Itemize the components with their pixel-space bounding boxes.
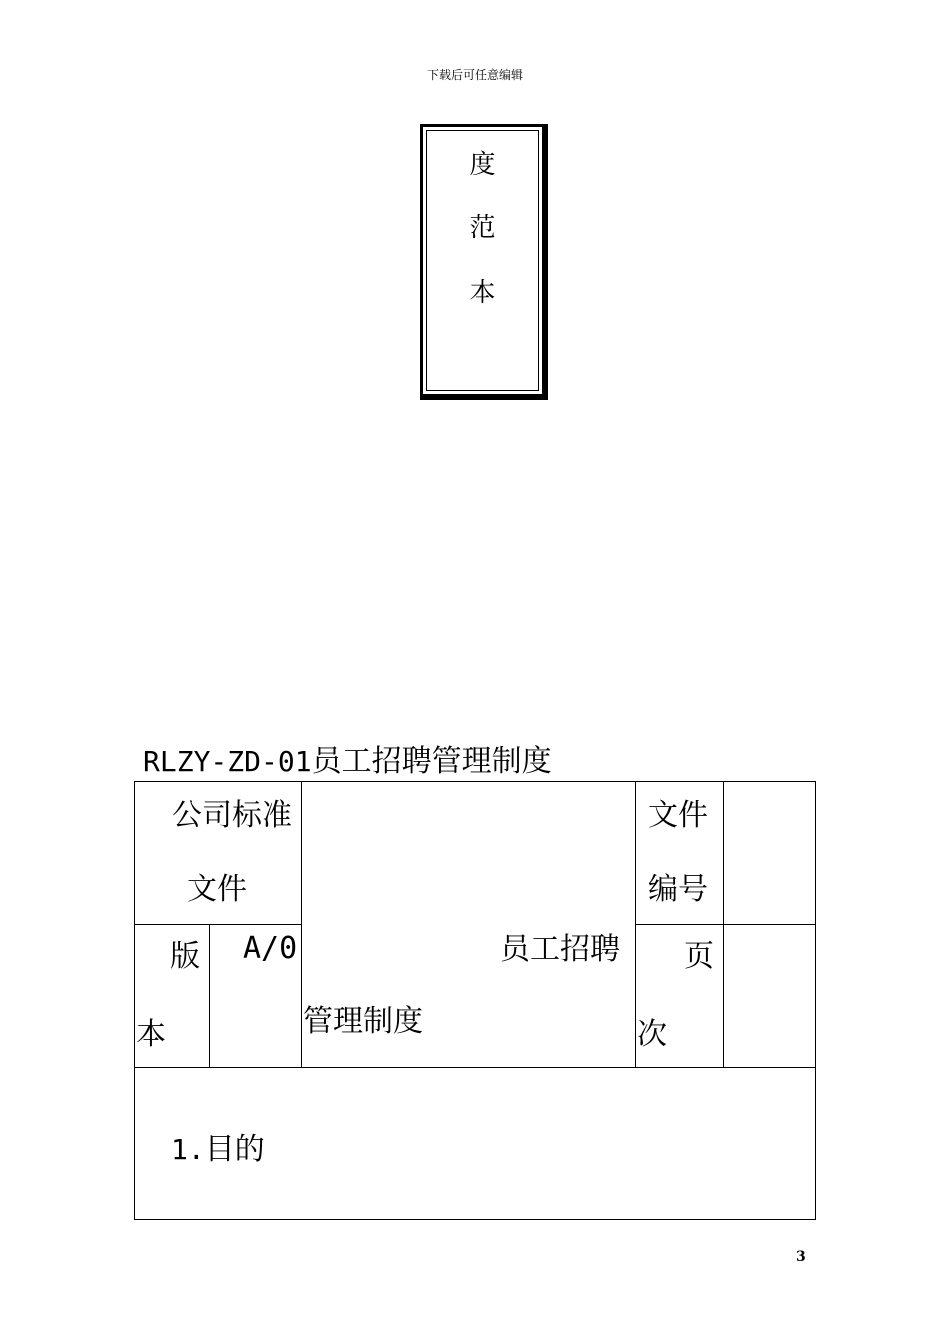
document-name: 员工招聘管理制度	[311, 744, 552, 779]
doc-number-label-cell	[635, 781, 724, 925]
page-number: 3	[796, 1249, 806, 1265]
cover-char-3: 本	[469, 278, 496, 308]
version-value: A/0	[243, 931, 298, 966]
document-name-line2: 管理制度	[303, 1004, 423, 1039]
company-standard-line2: 文件	[187, 872, 247, 907]
document-code: RLZY-ZD-01	[143, 745, 312, 778]
page-label-cell	[635, 924, 724, 1068]
document-name-line1: 员工招聘	[500, 932, 620, 967]
company-standard-cell	[134, 781, 302, 925]
page-value-cell	[723, 924, 816, 1068]
cover-vertical-box	[420, 124, 548, 400]
version-value-cell	[209, 924, 302, 1068]
section-cell	[134, 1067, 816, 1220]
version-label-line2: 本	[136, 1017, 166, 1052]
cover-char-1: 度	[469, 150, 496, 180]
version-label-line1: 版	[170, 939, 200, 974]
company-standard-line1: 公司标准	[172, 798, 292, 833]
doc-number-label-line2: 编号	[648, 872, 708, 907]
document-header-form	[134, 781, 816, 1220]
document-title	[143, 736, 552, 780]
section-heading	[171, 1124, 265, 1168]
doc-number-label-line1: 文件	[648, 798, 708, 833]
cover-char-2: 范	[469, 213, 496, 243]
version-label-cell	[134, 924, 210, 1068]
document-name-cell	[301, 781, 636, 1068]
doc-number-value-cell	[723, 781, 816, 925]
header-note: 下载后可任意编辑	[426, 68, 523, 82]
page-label-line2: 次	[637, 1017, 667, 1052]
section-heading-text: 1.目的	[171, 1132, 265, 1167]
page-label-line1: 页	[684, 939, 714, 974]
